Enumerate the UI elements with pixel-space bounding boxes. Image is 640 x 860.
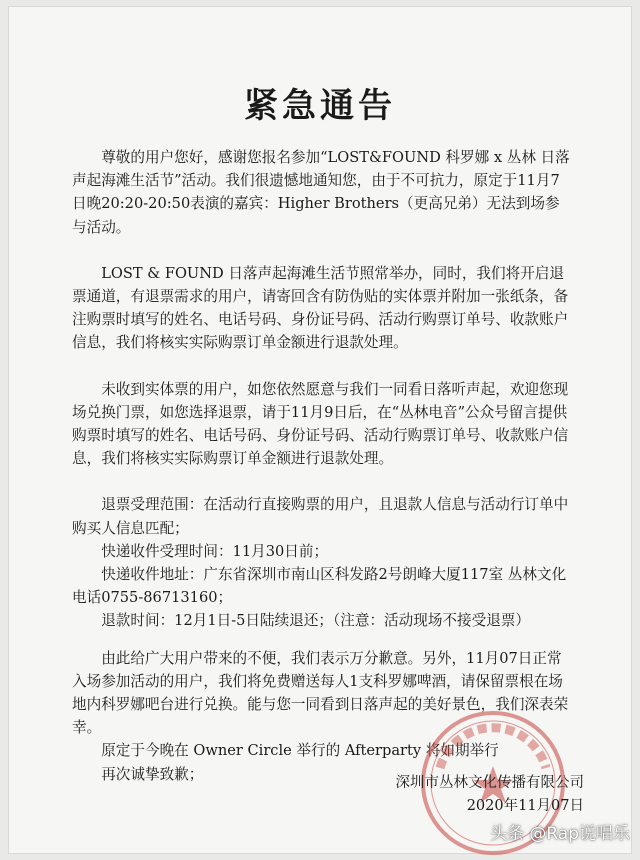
closing-apology: 再次诚挚致歉；: [101, 765, 204, 783]
paragraph-no-ticket: 未收到实体票的用户，如您依然愿意与我们一同看日落听声起，欢迎您现场兑换门票，如您选择退票，请于11月9日后，在“丛林电音”公众号留言提供购票时填写的姓名、电话号码、身份证号码、活动行购票订单号、收款账户信息，我们将核实实际购票订单金额进行退款处理。: [72, 380, 569, 468]
signature-block: [396, 772, 585, 818]
paragraph-refund-channel: LOST & FOUND 日落声起海滩生活节照常举办，同时，我们将开启退票通道，有退票需求的用户，请寄回含有防伪贴的实体票并附加一张纸条，备注购票时填写的姓名、电话号码、身份证号码、活动行购票订单号、收款账户信息，我们将核实实际购票订单金额进行退款处理。: [72, 264, 569, 352]
express-deadline: 快递收件受理时间：11月30日前；: [101, 542, 329, 560]
signature-date: 2020年11月07日: [466, 798, 584, 814]
paragraph-apology: 由此给广大用户带来的不便，我们表示万分歉意。另外，11月07日正常入场参加活动的用户，我们将免费赠送每人1支科罗娜啤酒，请保留票根在场地内科罗娜吧台进行兑换。能与您一同看到日落声起的美好景色，我们深表荣幸。: [72, 649, 569, 737]
afterparty-note: 原定于今晚在 Owner Circle 举行的 Afterparty 将如期举行: [101, 742, 499, 760]
refund-time: 退款时间：12月1日-5日陆续退还；（注意：活动现场不接受退票）: [101, 612, 530, 630]
refund-scope: 退票受理范围：在活动行直接购票的用户，且退款人信息与活动行订单中购买人信息匹配；: [72, 496, 569, 537]
watermark-label: 头条 @Rap说唱乐: [489, 824, 630, 844]
notice-title: 紧急通告: [244, 86, 396, 126]
paragraph-intro: 尊敬的用户您好，感谢您报名参加“LOST&FOUND 科罗娜 x 丛林 日落声起海滩生活节”活动。我们很遗憾地通知您，由于不可抗力，原定于11月7日晚20:20-20:50表演的嘉宾：Higher Brothers（更高兄弟）无法到场参与活动。: [72, 149, 570, 236]
express-address: 快递收件地址：广东省深圳市南山区科发路2号朗峰大厦117室 丛林文化 电话0755-86713160；: [72, 566, 567, 607]
notice-body: [72, 146, 572, 786]
signature-company: 深圳市丛林文化传播有限公司: [395, 775, 584, 791]
